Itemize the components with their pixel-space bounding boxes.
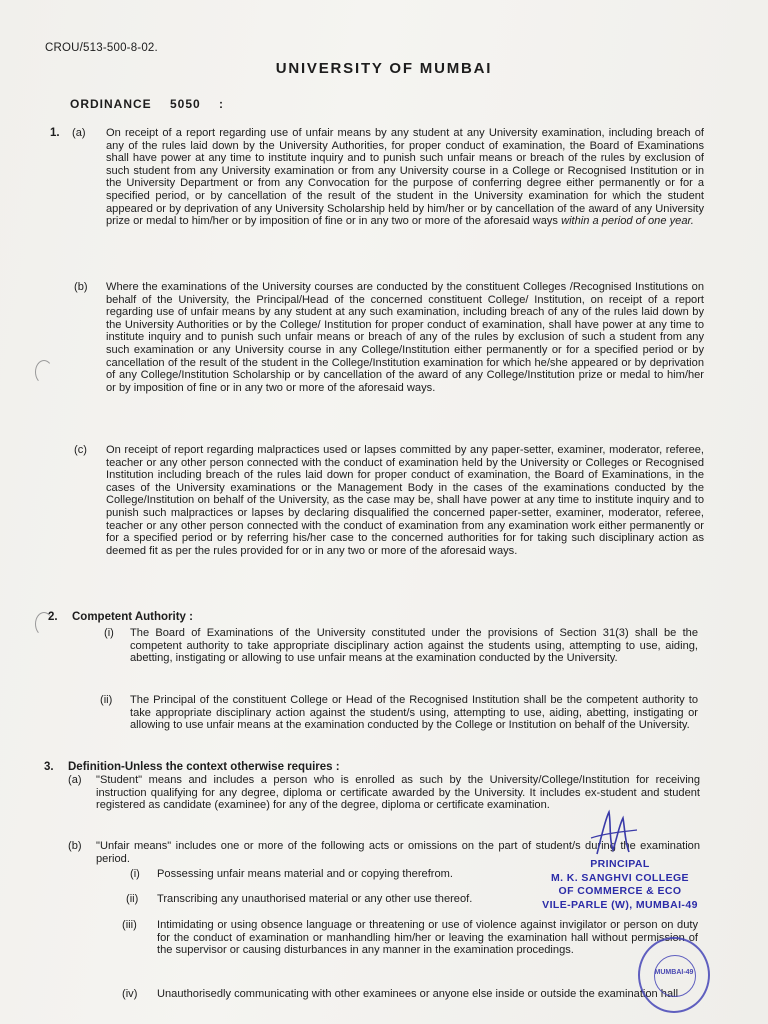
section-2ii-label: (ii)	[100, 694, 113, 706]
stamp-line-1: PRINCIPAL	[590, 858, 650, 870]
list-item-label: (ii)	[126, 893, 139, 905]
section-2ii-text: The Principal of the constituent College or Head of the Recognised Institution shall be the competent authority to take appropriate disciplinary action against the student/s using, attempting to use, aiding, abetting, instigating or allowing to use unfair means at the examination conducted by the College or Institution on behalf of the University.	[130, 694, 698, 732]
section-1-number: 1.	[50, 127, 60, 139]
section-2-heading: Competent Authority :	[72, 611, 193, 623]
document-title: UNIVERSITY OF MUMBAI	[275, 60, 493, 77]
ordinance-heading: ORDINANCE 5050 :	[70, 97, 225, 111]
punch-hole-upper	[35, 360, 53, 384]
section-2i-label: (i)	[104, 627, 114, 639]
signature-mark	[585, 808, 645, 858]
seal-text: MUMBAI-49	[654, 969, 694, 976]
list-item-text: Transcribing any unauthorised material or any other use thereof.	[157, 893, 473, 905]
stamp-line-4: VILE-PARLE (W), MUMBAI-49	[542, 898, 698, 911]
list-item-text: Intimidating or using obsence language or threatening or use of violence against invigilator or person on duty for the conduct of examination or manhandling him/her or leaving the examination hall without permission of the supervisor or causing disturbances in any manner in the examination procedings.	[157, 919, 698, 957]
section-1c-text: On receipt of report regarding malpractices used or lapses committed by any paper-setter, examiner, moderator, referee, teacher or any other person connected with the conduct of examination held by the University or Colleges or Recognised Institution including breach of the rules laid down for proper conduct of examination, the Board of Examinations, in the cases of the University examinations or the Management Body in the cases of the examinations conducted by the College/Institution on behalf of the University, as the case may be, shall have power at any time to institute inquiry and to punish such malpractices or lapses by declaring disqualified the concerned paper-setter, examiner, moderator, referee, teacher or any other person connected with the conduct of examination from any examination work either permanently or for a specified period or by referring his/her case to the concerned authorities for for taking such disciplinary action as deemed fit as per the rules provided for or in any two or more of the aforesaid ways.	[106, 444, 704, 557]
section-2-number: 2.	[48, 611, 58, 623]
stamp-line-3: OF COMMERCE & ECO	[558, 885, 682, 897]
section-1a-body: On receipt of a report regarding use of unfair means by any student at any University examination, including breach of any of the rules laid down by the University Authorities, for proper conduct of examination, the Board of Examinations shall have power at any time to institute inquiry and to punish such unfair means or breach of the rules by exclusion of such student from any University examination or from any University course in a College or Recognised Institution or in the University Department or from any Convocation for the purpose of conferring degree either permanently or for a specified period, or by cancellation of the result of the student in the University examination for which the student appeared or by deprivation of any University Scholarship held by him/her or by cancellation of the award of any University prize or medal to him/her or by imposition of fine or in any two or more of the aforesaid ways	[106, 127, 704, 228]
section-1b-text: Where the examinations of the University courses are conducted by the constituent Colleges /Recognised Institutions on behalf of the University, the Principal/Head of the concerned constituent College/ Institution, on receipt of a report regarding use of unfair means by any student at any such examination, including breach of any of the rules laid down by the University Authorities or by the College/ Institution for proper conduct of examination, shall have power at any time to institute inquiry and to punish such unfair means or breach of any of the rules by exclusion of such a student from any such examination or any University course in any College/Institution either permanently or for a specified period or by cancellation of the result of the student in the College/Institution examination for which he/she appeared or by deprivation of any College/Institution Scholarship or by cancellation of the award of any College/Institution prize or medal to him/her or by imposition of fine or in any two or more of the aforesaid ways.	[106, 281, 704, 394]
list-item-label: (iii)	[122, 919, 137, 931]
college-seal	[638, 937, 710, 1013]
section-3-heading: Definition-Unless the context otherwise requires :	[68, 761, 340, 773]
seal-inner-ring	[654, 955, 696, 997]
principal-stamp	[528, 858, 712, 912]
list-item-text: Unauthorisedly communicating with other examinees or anyone else inside or outside the examination hall	[157, 988, 679, 1000]
section-1a-label: (a)	[72, 127, 86, 139]
list-item-text: Possessing unfair means material and or copying therefrom.	[157, 868, 453, 880]
section-1b-label: (b)	[74, 281, 88, 293]
stamp-line-2: M. K. SANGHVI COLLEGE	[551, 871, 689, 884]
section-3a-text: "Student" means and includes a person who is enrolled as such by the University/College/Institution for receiving instruction qualifying for any degree, diploma or certificate awarded by the University. It includes ex-student and student registered as candidate (examinee) for any of the degree, diploma or certificate examination.	[96, 774, 700, 812]
section-2i-text: The Board of Examinations of the University constituted under the provisions of Section 31(3) shall be the competent authority to take appropriate disciplinary action against the students using, attempting to use, aiding, abetting, instigating or allowing to use unfair means at the examination conducted by the University.	[130, 627, 698, 665]
section-1c-label: (c)	[74, 444, 87, 456]
reference-number: CROU/513-500-8-02.	[45, 42, 158, 54]
section-1a-text	[106, 127, 704, 228]
section-3b-label: (b)	[68, 840, 82, 852]
list-item-label: (i)	[130, 868, 140, 880]
list-item-label: (iv)	[122, 988, 138, 1000]
section-3a-label: (a)	[68, 774, 82, 786]
section-3b-text: "Unfair means" includes one or more of the following acts or omissions on the part of student/s during the examination period.	[96, 840, 700, 865]
section-1a-italic: within a period of one year.	[561, 215, 694, 228]
section-3-number: 3.	[44, 761, 54, 773]
